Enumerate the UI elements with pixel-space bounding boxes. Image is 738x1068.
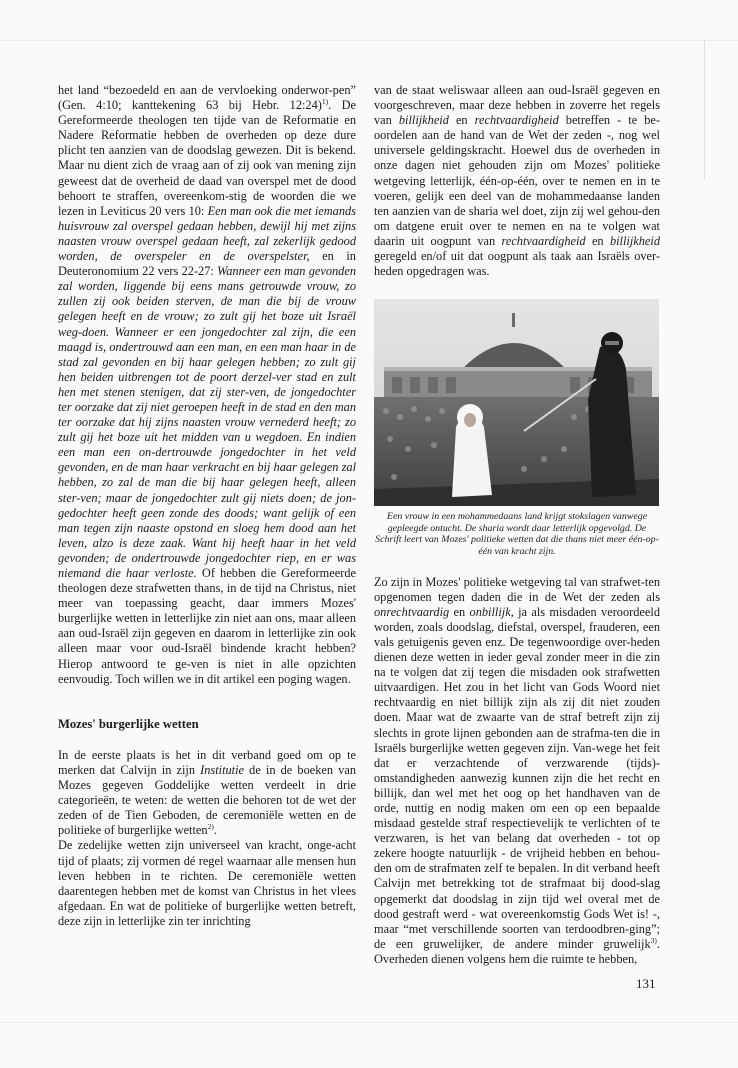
paragraph-zedelijke-wetten: De zedelijke wetten zijn universeel van kracht, onge-acht tijd of plaats; zij vormen dé regel waarnaar alle mensen hun leven hebben in te richten. De ceremoniële wetten daarentegen hebben met de komst van Christus in het vlees afgedaan. En wat de politieke of burgerlijke wetten betreft, deze zijn in letterlijke zin ter inrichting <box>58 838 356 928</box>
page-number: 131 <box>636 976 656 991</box>
footnote-ref-3: 3) <box>650 935 657 945</box>
right-column <box>374 83 660 967</box>
right-edge-rule <box>704 40 705 180</box>
bottom-rule <box>0 1022 738 1023</box>
paragraph-calvijn <box>58 748 356 839</box>
text: en <box>448 113 475 128</box>
paragraph-strafwetten <box>374 575 660 967</box>
footnote-ref-1: 1) <box>321 96 329 106</box>
footnote-ref-2: 2) <box>207 822 214 832</box>
emphasis: rechtvaardigheid <box>501 233 586 248</box>
paragraph-intro <box>58 83 356 687</box>
text: Of hebben die Gereformeerde theologen deze strafwetten thans, in de tijd na Christus, niet meer van toepassing geacht, daar immers Mozes' burgerlijke wetten in letterlijke zin niet aan ons, maar alleen aan oud-Israël zijn gegeven en daarom in letterlijke zin ook alleen maar voor oud-Israël bindende kracht hebben? Hierop antwoord te ge-ven is niet in alle opzichten eenvoudig. Toch willen we in dit artikel een poging wagen. <box>58 566 356 686</box>
emphasis: billijkheid <box>398 113 449 128</box>
photo-illustration <box>374 299 659 506</box>
book-title: Institutie <box>200 762 245 777</box>
emphasis: rechtvaardigheid <box>474 113 559 128</box>
text: . <box>213 823 217 838</box>
text: . De Gereformeerde theologen ten tijde van de Reformatie en Nadere Reformatie hebben de overheden op deze dure plicht ten aanzien van de doodslag gewezen. Dit is bekend. Maar nu dient zich de vraag aan of zij ook van mening zijn geweest dat de overheid de daad van overspel met de dood behoort te straffen, overeenkom-stig de woorden die we lezen in Leviticus 20 vers 10: <box>58 98 356 218</box>
news-photo <box>374 299 659 506</box>
text: en in Deuteronomium 22 vers 22-27: <box>58 249 356 279</box>
photo-caption: Een vrouw in een mohammedaans land krijgt stokslagen vanwege gepleegde ontucht. De sharia wordt daar letterlijk opgevolgd. De Schrift leert van Mozes' politieke wetten dat die thans niet meer één-op-één van kracht zijn. <box>375 511 659 557</box>
text: en <box>585 233 610 248</box>
top-rule <box>0 40 738 41</box>
quote-leviticus: Een man ook die met iemands huisvrouw zal overspel gedaan hebben, dewijl hij met zijns naasten vrouw overspel gedaan heeft, zal zekerlijk gedood worden, de overspeler en de overspelster, <box>58 203 356 264</box>
text: , ja als misdaden veroordeeld worden, zoals doodslag, diefstal, overspel, frauderen, een vals getuigenis geven enz. De tegenwoordige over-heden dienen deze wetten in ieder geval zonder meer in die zin na te volgen dat zij tegen die misdaden ook strafwetten uitvaardigen. Het zou in het licht van Gods Woord niet rechtvaardig en niet billijk zijn als zij dit niet zouden doen. Maar wat de zwaarte van de straf betreft zijn zij slechts in grote lijnen gebonden aan de strafma-ten die in Israëls burgerlijke wetten gegeven zijn. Van-wege het feit dat er verzachtende of verzwarende (tijds)-omstandigheden aanwezig kunnen zijn die het recht en billijk, dan wel met het oog op het handhaven van de orde, nuttig en nodig maken om een op een bepaalde misdaad gestelde straf respectievelijk te verlichten of te verzwaren, is het van belang dat overheden - tot op zekere hoogte natuurlijk - de vrijheid hebben en behou-den om de strafmaten zelf te bepalen. In dit verband heeft Calvijn met betrekking tot de strafmaat bij dood-slag opgemerkt dat doodslag in zijn tijd wel overal met de dood gestraft werd - wat overeenkomstig Gods Wet is! -, maar “met verschillende soorten van terdoodbren-ging”; de een gruwelijker, de andere minder gruwelijk <box>374 604 660 951</box>
text: Zo zijn in Mozes' politieke wetgeving tal van strafwet-ten opgenomen tegen daden die in de Wet der zeden als <box>374 574 660 604</box>
left-column <box>58 83 356 929</box>
emphasis: billijkheid <box>609 233 660 248</box>
text: en <box>449 604 470 619</box>
emphasis: onrechtvaardig <box>374 604 450 619</box>
text: het land “bezoedeld en aan de vervloeking onderwor-pen” (Gen. 4:10; kanttekening 63 bij Hebr. 12:24) <box>58 83 356 113</box>
text: de in de boeken van Mozes gegeven Goddelijke wetten verdeelt in drie categorieën, te weten: de wetten die behoren tot de wet der zeden of de Tien Geboden, de ceremoniële wetten en de politieke of burgerlijke wetten <box>58 762 356 838</box>
text: In de eerste plaats is het in dit verband goed om op te merken dat Calvijn in zijn <box>58 747 356 777</box>
paragraph-continuation <box>374 83 660 279</box>
section-heading: Mozes' burgerlijke wetten <box>58 716 199 731</box>
quote-deuteronomium: Wanneer een man gevonden zal worden, liggende bij eens mans getrouwde vrouw, zo zullen zij ook beiden sterven, de man die bij de vrouw gelegen heeft en de vrouw; zo zult gij het boze uit Israël weg-doen. Wanneer er een jongedochter zal zijn, die een maagd is, ondertrouwd aan een man, en een man haar in de stad zal gevonden en bij haar gelegen hebben; zo zult gij hen beiden uitbrengen tot de poort derzel-ver stad en zult hen met stenen stenigen, dat zij ster-ven, de jongedochter ter oorzake dat zij niet geroepen heeft in de stad en den man ter oorzake dat hij zijns naasten vrouw vernederd heeft; zo zult gij het boze uit het midden van u wegdoen. En indien een man een on-dertrouwde jongedochter in het veld gevonden, en de man haar verkracht en bij haar gelegen zal hebben, zo zal de man die bij haar gelegen heeft, alleen ster-ven; maar de jongedochter zult gij niets doen; de jon-gedochter heeft geen zonde des doods; want gelijk of een man tegen zijn naaste opstond en sloeg hem dood aan het leven, alzo is deze zaak. Want hij heeft haar in het veld gevonden; de ondertrouwde jongedochter riep, en er was niemand die haar verloste. <box>58 264 356 580</box>
text: betreffen - te be-oordelen aan de hand van de Wet der zeden -, nog wel universele geldingskracht. Hoewel dus de overheden in onze dagen niet gehouden zijn om Mozes' politieke wetgeving letterlijk, één-op-één, over te nemen en in te voeren, gelijk een deel van de mohammedaanse landen ten aanzien van de sharia wel doet, zijn zij wel gehou-den om datgene eruit over te nemen en na te volgen wat daarin uit oogpunt van <box>374 113 660 248</box>
emphasis: onbillijk <box>469 604 511 619</box>
text: geregeld en/of uit dat oogpunt als taak aan Israëls over-heden opgedragen was. <box>374 249 660 279</box>
text: . Overheden dienen volgens hem die ruimte te hebben, <box>374 936 660 966</box>
text: van de staat weliswaar alleen aan oud-Israël gegeven en voorgeschreven, maar deze hebben in zoverre het regels van <box>374 83 660 128</box>
